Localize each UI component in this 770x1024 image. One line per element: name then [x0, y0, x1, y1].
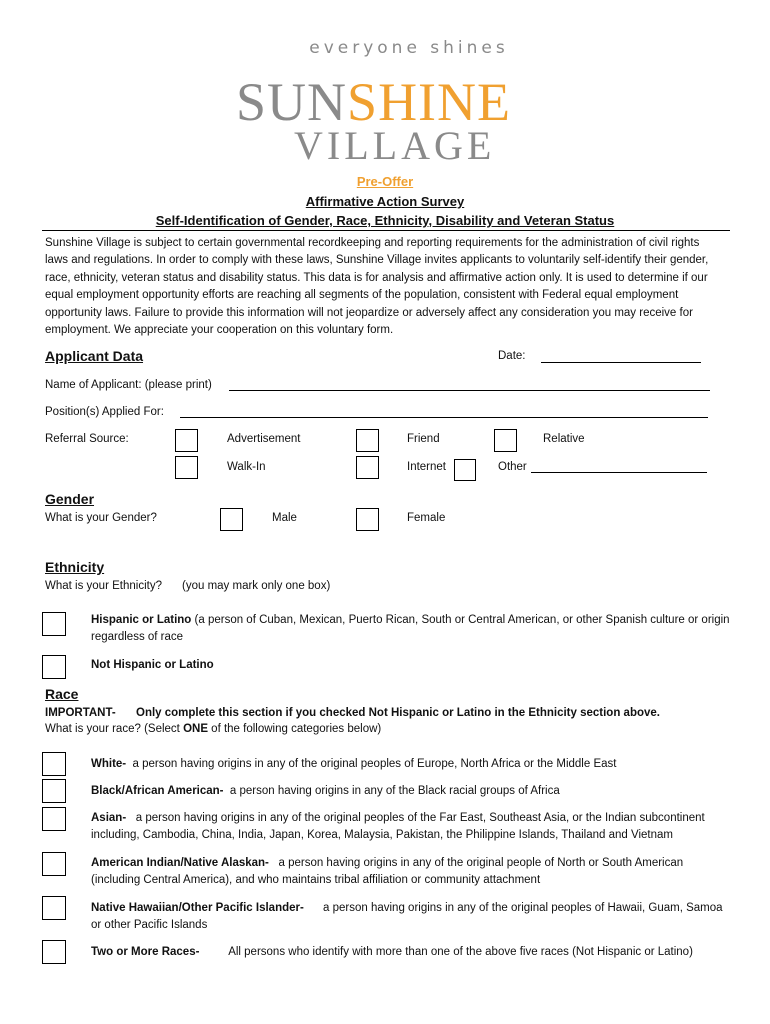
pacific-islander-title: Native Hawaiian/Other Pacific Islander- [91, 902, 304, 914]
male-label: Male [272, 512, 297, 524]
white-title: White- [91, 758, 127, 770]
logo-sun-text: SUN [236, 72, 348, 132]
american-indian-desc: a person having origins in any of the original people of North or South American (including Central America), and who maintains tribal affiliation or community attachment [91, 857, 684, 887]
two-or-more-checkbox[interactable] [42, 940, 66, 964]
hispanic-checkbox[interactable] [42, 612, 66, 636]
hispanic-title: Hispanic or Latino [91, 614, 192, 626]
ethnicity-note: (you may mark only one box) [182, 580, 331, 592]
survey-subtitle: Self-Identification of Gender, Race, Ethnicity, Disability and Veteran Status [155, 213, 615, 228]
applicant-data-heading: Applicant Data [45, 348, 144, 364]
logo-shine-text: SHINE [347, 72, 512, 132]
race-question [45, 723, 381, 735]
black-option [91, 783, 731, 800]
internet-label: Internet [407, 461, 446, 473]
other-checkbox[interactable] [454, 459, 476, 481]
important-text: Only complete this section if you checked Not Hispanic or Latino in the Ethnicity section above. [136, 707, 660, 719]
american-indian-title: American Indian/Native Alaskan- [91, 857, 269, 869]
two-or-more-option [91, 944, 731, 961]
pacific-islander-checkbox[interactable] [42, 896, 66, 920]
female-label: Female [407, 512, 446, 524]
other-label: Other [498, 461, 527, 473]
ethnicity-question: What is your Ethnicity? [45, 580, 162, 592]
walk-in-label: Walk-In [227, 461, 266, 473]
position-field[interactable] [180, 417, 708, 418]
race-heading: Race [45, 686, 79, 702]
white-desc: a person having origins in any of the original peoples of Europe, North Africa or the Middle East [132, 758, 617, 770]
important-label: IMPORTANT- [45, 707, 116, 719]
race-question-one: ONE [183, 723, 208, 735]
asian-title: Asian- [91, 812, 127, 824]
internet-checkbox[interactable] [356, 456, 379, 479]
two-or-more-title: Two or More Races- [91, 946, 200, 958]
referral-label: Referral Source: [45, 433, 129, 445]
friend-checkbox[interactable] [356, 429, 379, 452]
friend-label: Friend [407, 433, 440, 445]
advertisement-checkbox[interactable] [175, 429, 198, 452]
pre-offer-heading: Pre-Offer [356, 174, 414, 189]
american-indian-option [91, 855, 731, 890]
advertisement-label: Advertisement [227, 433, 301, 445]
ethnicity-heading: Ethnicity [45, 559, 105, 575]
race-question-post: of the following categories below) [207, 723, 382, 735]
applicant-name-field[interactable] [229, 390, 710, 391]
walk-in-checkbox[interactable] [175, 456, 198, 479]
american-indian-checkbox[interactable] [42, 852, 66, 876]
male-checkbox[interactable] [220, 508, 243, 531]
hispanic-option [91, 612, 731, 647]
gender-question: What is your Gender? [45, 512, 157, 524]
pacific-islander-option [91, 900, 731, 935]
asian-option [91, 810, 731, 845]
logo-village-text: VILLAGE [294, 123, 496, 168]
survey-title: Affirmative Action Survey [305, 194, 465, 209]
white-checkbox[interactable] [42, 752, 66, 776]
date-label: Date: [498, 350, 526, 362]
logo-wordmark [236, 72, 512, 132]
female-checkbox[interactable] [356, 508, 379, 531]
header-divider [42, 230, 730, 231]
asian-desc: a person having origins in any of the original peoples of the Far East, Southeast Asia, or the Indian subcontinent including, Cambodia, China, India, Japan, Korea, Malaysia, Pakistan, the Philippine Islands, Thailand and Vietnam [91, 812, 705, 842]
black-desc: a person having origins in any of the Black racial groups of Africa [229, 785, 560, 797]
other-field[interactable] [531, 472, 707, 473]
position-label: Position(s) Applied For: [45, 406, 164, 418]
relative-label: Relative [543, 433, 585, 445]
black-checkbox[interactable] [42, 779, 66, 803]
asian-checkbox[interactable] [42, 807, 66, 831]
not-hispanic-title: Not Hispanic or Latino [91, 659, 214, 671]
hispanic-desc: (a person of Cuban, Mexican, Puerto Rican, South or Central American, or other Spanish culture or origin regardless of race [91, 614, 730, 644]
date-field[interactable] [541, 362, 701, 363]
two-or-more-desc: All persons who identify with more than one of the above five races (Not Hispanic or Latino) [228, 946, 693, 958]
not-hispanic-checkbox[interactable] [42, 655, 66, 679]
intro-paragraph: Sunshine Village is subject to certain governmental recordkeeping and reporting requirements for the administration of civil rights laws and regulations. In order to comply with these laws, Sunshine Village invites applicants to voluntarily self-identify their gender, race, ethnicity, veteran status and disability status. This data is for analysis and affirmative action only. It is used to determine if our equal employment opportunity efforts are reaching all segments of the population, consistent with Federal equal employment opportunity laws. Failure to provide this information will not jeopardize or adversely affect any consideration you may receive for employment. We appreciate your cooperation on this voluntary form. [45, 237, 709, 337]
applicant-name-label: Name of Applicant: (please print) [45, 379, 212, 391]
race-question-pre: What is your race? (Select [45, 723, 184, 735]
black-title: Black/African American- [91, 785, 224, 797]
gender-heading: Gender [45, 491, 95, 507]
relative-checkbox[interactable] [494, 429, 517, 452]
pacific-islander-desc: a person having origins in any of the original peoples of Hawaii, Guam, Samoa or other Pacific Islands [91, 902, 723, 932]
white-option [91, 756, 731, 773]
logo-tagline: everyone shines [309, 38, 509, 58]
